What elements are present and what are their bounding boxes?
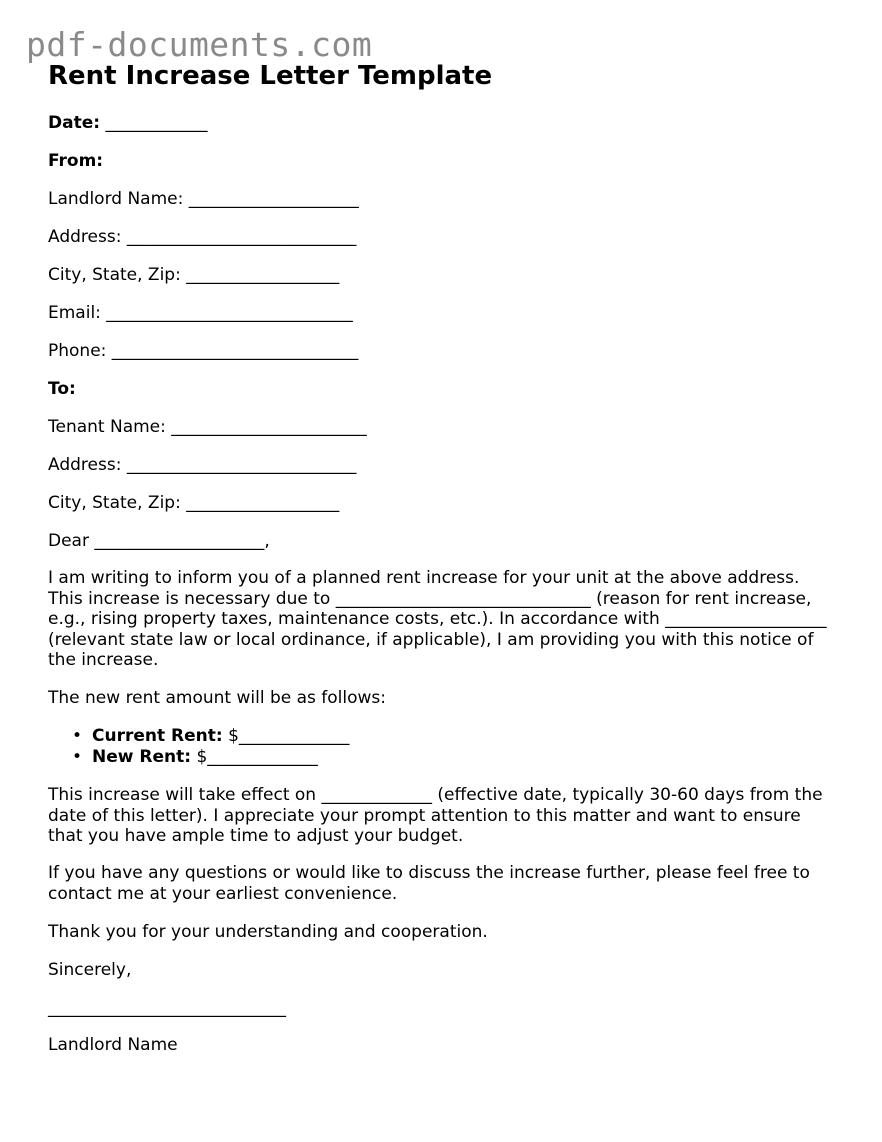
from-city-state-zip: City, State, Zip: __________________ [48,265,340,285]
to-address: Address: ___________________________ [48,455,357,475]
closing: Sincerely, [48,960,132,980]
letter-page [48,60,838,92]
from-heading: From: [48,151,104,171]
body-paragraph-3: If you have any questions or would like to discuss the increase further, please feel free to contact me at your earliest convenience. [48,863,810,904]
date-line [48,113,207,133]
current-rent-label: Current Rent: [92,726,223,746]
date-blank: ____________ [105,113,208,133]
salutation: Dear ____________________, [48,531,270,551]
to-city-state-zip: City, State, Zip: __________________ [48,493,340,513]
watermark: pdf-documents.com [26,25,373,64]
body-paragraph-1: I am writing to inform you of a planned rent increase for your unit at the above address. This increase is necessary due to ______________________________ (reason for rent increase, e.g., rising property taxes, maintenance costs, etc.). In accordance with ___________________ (relevant state law or local ordinance, if applicable), I am providing you with this notice of the increase. [48,568,827,670]
to-heading: To: [48,379,76,399]
list-item [48,747,838,768]
from-phone: Phone: _____________________________ [48,341,359,361]
from-address: Address: ___________________________ [48,227,357,247]
signature-name: Landlord Name [48,1035,178,1055]
to-tenant-name: Tenant Name: _______________________ [48,417,367,437]
thanks-line: Thank you for your understanding and cooperation. [48,922,488,942]
rent-intro: The new rent amount will be as follows: [48,688,387,708]
signature-line: ____________________________ [48,998,286,1018]
rent-list [48,726,838,767]
body-paragraph-2: This increase will take effect on _____________ (effective date, typically 30-60 days from the date of this letter). I appreciate your prompt attention to this matter and want to ensure that you have ample time to adjust your budget. [48,785,823,846]
new-rent-value: $_____________ [196,746,318,767]
from-email: Email: _____________________________ [48,303,353,323]
list-item [48,726,838,747]
date-label: Date: [48,113,101,133]
from-landlord-name: Landlord Name: ____________________ [48,189,359,209]
current-rent-value: $_____________ [228,726,350,746]
new-rent-label: New Rent: [92,746,192,767]
page-title: Rent Increase Letter Template [48,61,493,91]
